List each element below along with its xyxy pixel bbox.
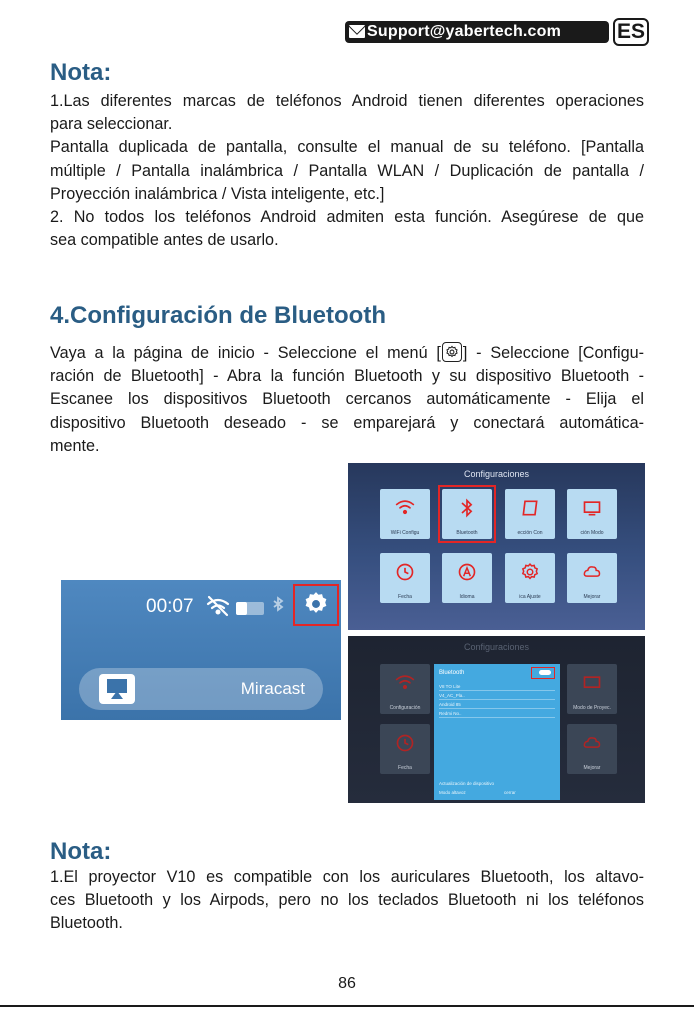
- settings-title: Configuraciones: [463, 642, 530, 652]
- text-line: ces Bluetooth y los Airpods, pero no los teclados Bluetooth ni los teléfonos: [50, 891, 644, 910]
- text-line: múltiple / Pantalla inalámbrica / Pantalla WLAN / Duplicación de pantalla /: [50, 161, 644, 180]
- text-line: ración de Bluetooth] - Abra la función Bluetooth y su dispositivo Bluetooth -: [50, 367, 644, 386]
- tile-label: Idioma: [459, 594, 475, 600]
- language-badge: ES: [613, 18, 649, 46]
- settings-tile-config[interactable]: [380, 664, 430, 714]
- battery-icon: [236, 602, 264, 615]
- miracast-label: Miracast: [240, 679, 305, 698]
- screen-icon: [582, 498, 602, 518]
- gear-icon: [442, 342, 462, 362]
- speaker-mode-value[interactable]: cerrar: [504, 790, 516, 795]
- tile-label: Configuración: [389, 705, 421, 711]
- settings-tile-wifi[interactable]: [380, 489, 430, 539]
- settings-tile-screen[interactable]: [567, 489, 617, 539]
- section-text: [50, 342, 644, 458]
- tile-label: Bluetooth: [456, 530, 478, 536]
- tile-label: Fecha: [398, 765, 412, 771]
- bluetooth-highlight: [438, 485, 496, 543]
- tile-label: ción Modo: [580, 530, 604, 536]
- settings-gear-icon[interactable]: [302, 590, 330, 623]
- text-line: dispositivo Bluetooth deseado - se emparejará y conectará automática-: [50, 413, 644, 432]
- bluetooth-panel: [434, 664, 560, 800]
- support-email-badge: [345, 21, 609, 43]
- mail-icon: [349, 25, 365, 38]
- settings-tile-language[interactable]: [442, 553, 492, 603]
- tile-label: Mejorar: [583, 594, 601, 600]
- wifi-icon: [395, 498, 415, 516]
- tile-label: ección Con: [517, 530, 543, 536]
- tile-label: WiFi Configu: [390, 530, 420, 536]
- note-text: [50, 90, 644, 252]
- note-text: [50, 866, 644, 936]
- language-icon: [457, 562, 477, 582]
- clock-icon: [395, 562, 415, 582]
- miracast-button[interactable]: [79, 668, 323, 710]
- text-fragment: Vaya a la página de inicio - Seleccione el menú [: [50, 344, 441, 362]
- note-heading: Nota:: [50, 59, 112, 86]
- bluetooth-device-row[interactable]: Redmi No..: [439, 711, 555, 718]
- text-line: Proyección inalámbrica / Vista inteligente, etc.]: [50, 184, 385, 203]
- text-line: Bluetooth.: [50, 914, 123, 933]
- gear-icon: [520, 562, 540, 582]
- text-line: 2. No todos los teléfonos Android admiten esta función. Asegúrese de que: [50, 208, 644, 227]
- settings-title: Configuraciones: [463, 469, 530, 479]
- settings-tile-update[interactable]: [567, 724, 617, 774]
- page-number: 86: [338, 975, 356, 992]
- note-heading: Nota:: [50, 838, 112, 865]
- text-line: mente.: [50, 436, 100, 455]
- bluetooth-panel-title: Bluetooth: [439, 670, 465, 676]
- text-line: 1.El proyector V10 es compatible con los auriculares Bluetooth, los altavo-: [50, 868, 644, 886]
- bluetooth-device-row[interactable]: V8 TO Lite: [439, 684, 555, 691]
- text-line: Escanee los dispositivos Bluetooth cercanos automáticamente - Elija el: [50, 390, 644, 409]
- projection-icon: [520, 498, 540, 518]
- phone-time: 00:07: [146, 596, 194, 617]
- support-email: Support@yabertech.com: [367, 23, 562, 40]
- cloud-icon: [582, 733, 602, 753]
- text-line: sea compatible antes de usarlo.: [50, 231, 279, 250]
- settings-screenshot: [348, 463, 645, 630]
- phone-screenshot: [61, 580, 341, 720]
- footer-divider: [0, 1005, 694, 1007]
- screen-icon: [582, 673, 602, 693]
- settings-tile-projection[interactable]: [505, 489, 555, 539]
- device-update-label: Actualización de dispositivo: [439, 781, 495, 786]
- bluetooth-screenshot: [348, 636, 645, 803]
- text-fragment: ] - Seleccione [Configu-: [462, 344, 644, 362]
- bluetooth-device-row[interactable]: V4_AC_Pla..: [439, 693, 555, 700]
- text-line: 1.Las diferentes marcas de teléfonos Android tienen diferentes operaciones: [50, 92, 644, 110]
- settings-tile-date[interactable]: [380, 553, 430, 603]
- bluetooth-icon: [274, 598, 282, 610]
- settings-tile-projection-mode[interactable]: [567, 664, 617, 714]
- text-line: para seleccionar.: [50, 115, 173, 134]
- wifi-icon: [395, 673, 415, 691]
- settings-tile-date[interactable]: [380, 724, 430, 774]
- cast-icon: [99, 674, 135, 704]
- tile-label: Mejorar: [583, 765, 601, 771]
- speaker-mode-label: Modo altavoz: [439, 790, 466, 795]
- tile-label: Modo de Proyec.: [573, 705, 611, 711]
- tile-label: Fecha: [398, 594, 412, 600]
- bluetooth-toggle[interactable]: [531, 667, 555, 679]
- text-line: Pantalla duplicada de pantalla, consulte el manual de su teléfono. [Pantalla: [50, 138, 644, 157]
- section-heading: 4.Configuración de Bluetooth: [50, 302, 386, 329]
- settings-tile-update[interactable]: [567, 553, 617, 603]
- bluetooth-device-row[interactable]: Android 85: [439, 702, 555, 709]
- clock-icon: [395, 733, 415, 753]
- wifi-off-icon: [208, 597, 228, 615]
- tile-label: ica Ajuste: [519, 594, 541, 600]
- cloud-icon: [582, 562, 602, 582]
- text-line: [50, 342, 644, 365]
- settings-tile-adjust[interactable]: [505, 553, 555, 603]
